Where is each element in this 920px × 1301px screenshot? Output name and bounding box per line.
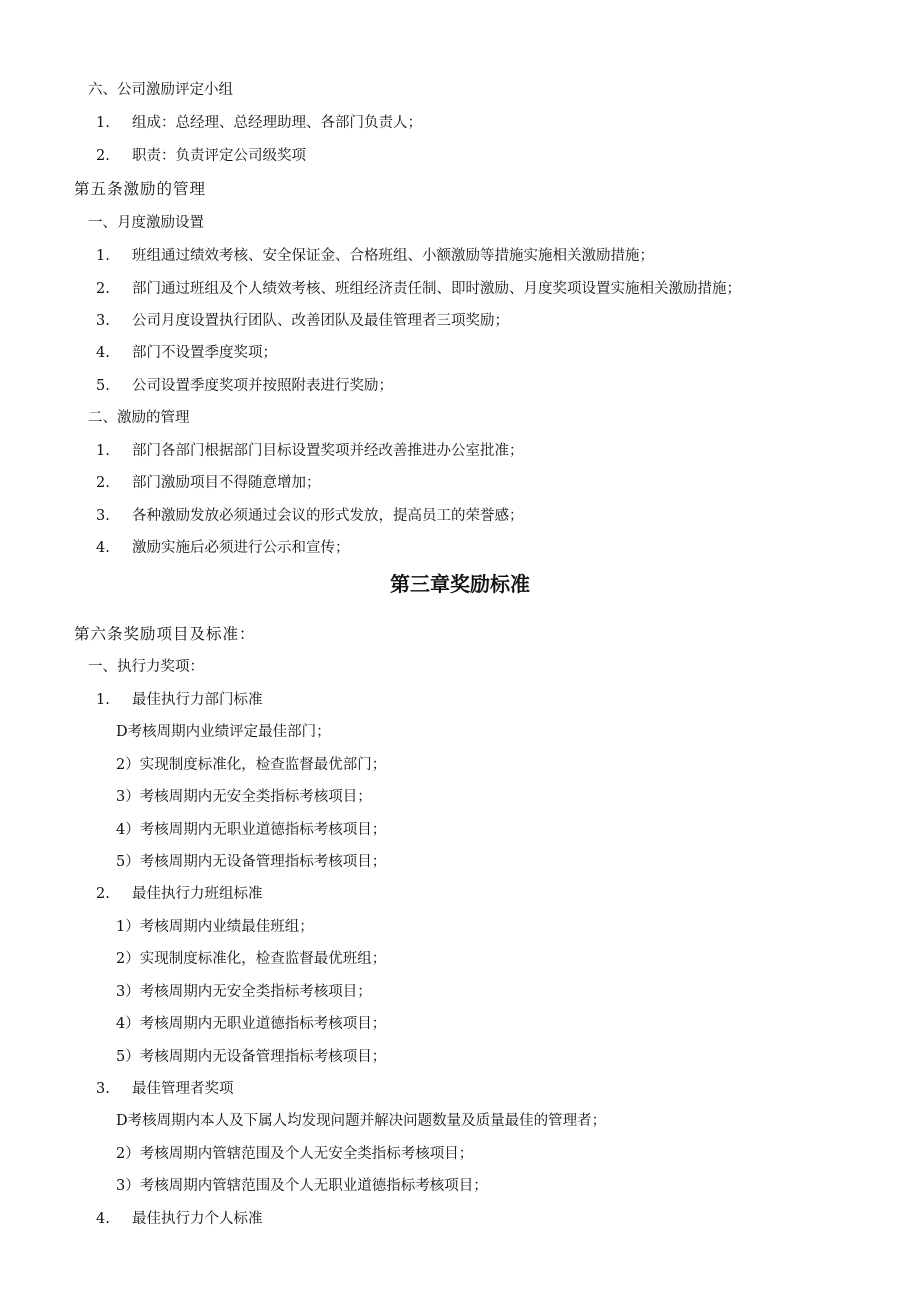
criteria-item: 4）考核周期内无职业道德指标考核项目；: [116, 1016, 387, 1032]
item-number: 2.: [96, 886, 110, 902]
criteria-item: 3）考核周期内无安全类指标考核项目；: [116, 984, 372, 1000]
item-number: 2.: [96, 475, 110, 491]
item-text: 组成：总经理、总经理助理、各部门负责人；: [132, 115, 422, 131]
item-number: 1.: [96, 443, 110, 459]
item-number: 3.: [96, 1081, 110, 1097]
item-number: 5.: [96, 378, 110, 394]
criteria-item: 1）考核周期内业绩最佳班组；: [116, 919, 314, 935]
item-text: 激励实施后必须进行公示和宣传；: [132, 540, 350, 556]
item-text: 部门不设置季度奖项；: [132, 345, 277, 361]
criteria-item: 5）考核周期内无设备管理指标考核项目；: [116, 1049, 387, 1065]
section-heading: 一、月度激励设置: [88, 215, 204, 231]
article-title: 第六条奖励项目及标准：: [74, 625, 256, 643]
item-text: 公司月度设置执行团队、改善团队及最佳管理者三项奖励；: [132, 313, 509, 329]
item-number: 1.: [96, 115, 110, 131]
item-number: 4.: [96, 345, 110, 361]
award-title: 最佳执行力班组标准: [132, 886, 263, 902]
criteria-item: 3）考核周期内管辖范围及个人无职业道德指标考核项目；: [116, 1178, 488, 1194]
criteria-item: 4）考核周期内无职业道德指标考核项目；: [116, 822, 387, 838]
item-number: 3.: [96, 313, 110, 329]
item-text: 班组通过绩效考核、安全保证金、合格班组、小额激励等措施实施相关激励措施；: [132, 248, 654, 264]
item-number: 2.: [96, 281, 110, 297]
award-title: 最佳管理者奖项: [132, 1081, 234, 1097]
criteria-item: 3）考核周期内无安全类指标考核项目；: [116, 789, 372, 805]
section-heading: 一、执行力奖项：: [88, 659, 204, 675]
criteria-item: D考核周期内本人及下属人均发现问题并解决问题数量及质量最佳的管理者；: [116, 1113, 607, 1129]
criteria-item: 5）考核周期内无设备管理指标考核项目；: [116, 854, 387, 870]
item-number: 2.: [96, 148, 110, 164]
item-number: 3.: [96, 508, 110, 524]
award-title: 最佳执行力个人标准: [132, 1211, 263, 1227]
chapter-title: 第三章奖励标准: [390, 572, 530, 596]
section-heading: 二、激励的管理: [88, 410, 190, 426]
criteria-item: 2）考核周期内管辖范围及个人无安全类指标考核项目；: [116, 1146, 474, 1162]
item-number: 4.: [96, 1211, 110, 1227]
item-text: 部门通过班组及个人绩效考核、班组经济责任制、即时激励、月度奖项设置实施相关激励措施；: [132, 281, 741, 297]
item-text: 公司设置季度奖项并按照附表进行奖励；: [132, 378, 393, 394]
section-heading: 六、公司激励评定小组: [88, 82, 233, 98]
article-title: 第五条激励的管理: [74, 180, 207, 198]
item-text: 部门激励项目不得随意增加；: [132, 475, 321, 491]
item-text: 各种激励发放必须通过会议的形式发放，提高员工的荣誉感；: [132, 508, 524, 524]
item-text: 职责：负责评定公司级奖项: [132, 148, 306, 164]
criteria-item: 2）实现制度标准化，检查监督最优班组；: [116, 951, 387, 967]
criteria-item: 2）实现制度标准化，检查监督最优部门；: [116, 757, 387, 773]
criteria-item: D考核周期内业绩评定最佳部门；: [116, 724, 331, 740]
item-number: 1.: [96, 248, 110, 264]
item-text: 部门各部门根据部门目标设置奖项并经改善推进办公室批准；: [132, 443, 524, 459]
item-number: 4.: [96, 540, 110, 556]
award-title: 最佳执行力部门标准: [132, 692, 263, 708]
item-number: 1.: [96, 692, 110, 708]
